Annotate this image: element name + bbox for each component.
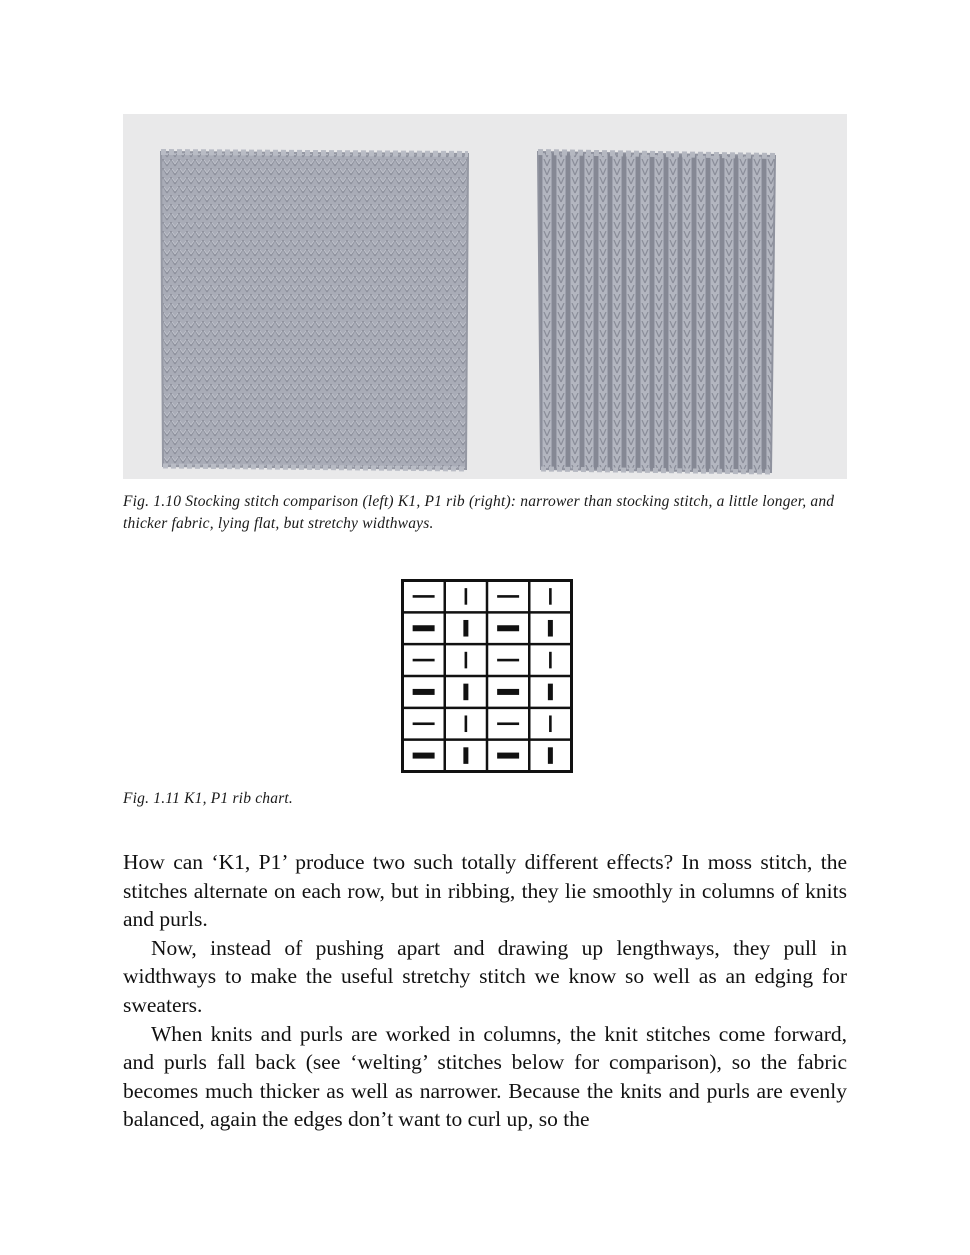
purl-symbol xyxy=(497,689,519,695)
knit-symbol xyxy=(549,715,552,732)
rib-chart xyxy=(401,579,573,778)
purl-symbol xyxy=(413,595,435,598)
knit-symbol xyxy=(463,684,468,701)
purl-symbol xyxy=(497,753,519,759)
paragraph: When knits and purls are worked in columns, the knit stitches come forward, and purls fall back (see ‘welting’ stitches below for comparison), so the fabric becomes much thicker as well as narrower. Because the knits and purls are evenly balanced, again the edges don’t want to curl up, so the xyxy=(123,1021,847,1132)
purl-symbol xyxy=(497,722,519,725)
stocking-stitch-swatch xyxy=(161,152,468,469)
knit-symbol xyxy=(465,588,468,605)
purl-symbol xyxy=(497,659,519,662)
knit-symbol xyxy=(463,620,468,637)
figure-caption-2: Fig. 1.11 K1, P1 rib chart. xyxy=(123,790,294,807)
knit-symbol xyxy=(465,652,468,669)
swatch-photo xyxy=(123,114,847,479)
knit-symbol xyxy=(549,588,552,605)
purl-symbol xyxy=(497,595,519,598)
purl-symbol xyxy=(413,753,435,759)
purl-symbol xyxy=(413,722,435,725)
knit-symbol xyxy=(548,747,553,764)
purl-symbol xyxy=(413,659,435,662)
knit-symbol xyxy=(548,620,553,637)
paragraph: Now, instead of pushing apart and drawing up lengthways, they pull in widthways to make the useful stretchy stitch we know so well as an edging for sweaters. xyxy=(123,935,847,1017)
knit-symbol xyxy=(548,684,553,701)
purl-symbol xyxy=(497,625,519,631)
purl-symbol xyxy=(413,625,435,631)
knit-symbol xyxy=(465,715,468,732)
paragraph: How can ‘K1, P1’ produce two such totally different effects? In moss stitch, the stitches alternate on each row, but in ribbing, they lie smoothly in columns of knits and purls. xyxy=(123,850,847,932)
knit-symbol xyxy=(463,747,468,764)
rib-stitch-swatch xyxy=(538,152,775,472)
purl-symbol xyxy=(413,689,435,695)
knit-symbol xyxy=(549,652,552,669)
figure-caption-1: Fig. 1.10 Stocking stitch comparison (left) K1, P1 rib (right): narrower than stocking stitch, a little longer, and thicker fabric, lying flat, but stretchy widthways. xyxy=(123,493,835,532)
body-text xyxy=(123,848,847,1134)
